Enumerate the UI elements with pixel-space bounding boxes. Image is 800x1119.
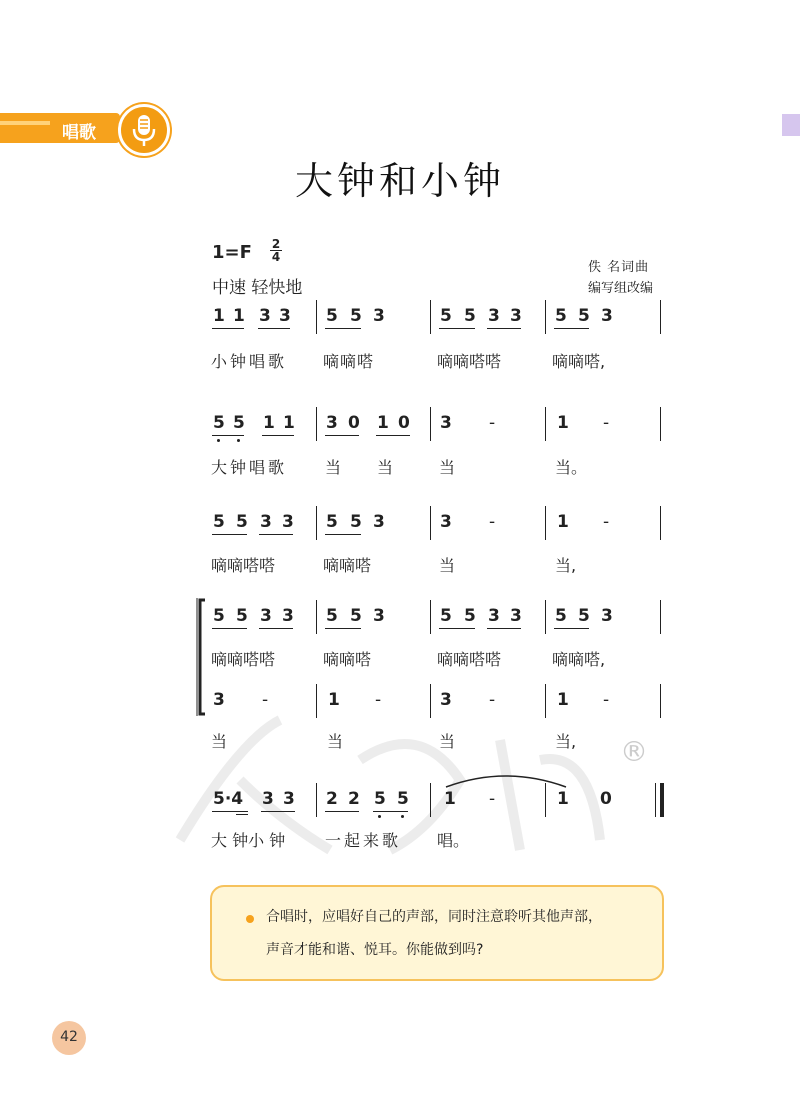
dash: -: [375, 690, 382, 710]
note: 1: [263, 413, 275, 433]
underline: [259, 628, 293, 629]
low-octave-dot: [378, 815, 381, 818]
note: 3: [488, 306, 500, 326]
note: 5: [350, 306, 362, 326]
meter-top: 2: [271, 237, 281, 251]
meter-bottom: 4: [271, 250, 281, 264]
note: 5: [578, 606, 590, 626]
note: 0: [348, 413, 360, 433]
note: 3: [601, 306, 613, 326]
underline: [487, 628, 521, 629]
note: 2: [326, 789, 338, 809]
underline: [554, 328, 589, 329]
note: 5: [213, 512, 225, 532]
note: 3: [282, 512, 294, 532]
underline: [262, 435, 294, 436]
barline: [545, 300, 546, 334]
underline: [212, 328, 244, 329]
note: 5: [440, 306, 452, 326]
key-signature: 1=F: [212, 242, 252, 263]
underline: [325, 534, 361, 535]
note: 1: [557, 789, 569, 809]
note: 5: [236, 606, 248, 626]
tab-stripe: [0, 121, 50, 125]
note: 3: [259, 306, 271, 326]
note: 5: [555, 306, 567, 326]
lyric: 嘀嘀嗒嗒: [437, 352, 502, 371]
barline: [316, 600, 317, 634]
lyric: 嘀嘀嗒,: [552, 650, 606, 669]
dash: -: [603, 690, 610, 710]
note: 5: [374, 789, 386, 809]
lyric: 当,: [555, 732, 577, 751]
song-title: 大钟和小钟: [294, 159, 505, 203]
underline: [325, 328, 361, 329]
note: 3: [283, 789, 295, 809]
barline: [660, 506, 661, 540]
underline: [554, 628, 589, 629]
barline: [660, 684, 661, 718]
final-barline-thin: [655, 783, 656, 817]
note: 3: [279, 306, 291, 326]
lyric: 当: [327, 732, 344, 751]
tip-line-1: 合唱时，应唱好自己的声部，同时注意聆听其他声部，: [266, 909, 602, 925]
note: 5·4: [213, 789, 244, 809]
tempo-marking: 中速 轻快地: [212, 278, 303, 298]
note: 5: [578, 306, 590, 326]
barline: [430, 600, 431, 634]
page-number: 42: [60, 1029, 78, 1045]
lyric: 当: [377, 458, 394, 477]
low-octave-dot: [217, 439, 220, 442]
note: 5: [236, 512, 248, 532]
low-octave-dot: [237, 439, 240, 442]
note: 5: [213, 606, 225, 626]
underline: [373, 811, 408, 812]
note: 5: [464, 606, 476, 626]
note: 1: [377, 413, 389, 433]
note: 3: [601, 606, 613, 626]
note: 5: [326, 512, 338, 532]
dash: -: [489, 789, 496, 809]
time-signature: [270, 238, 282, 263]
note: 3: [213, 690, 225, 710]
underline: [487, 328, 521, 329]
lyric: 小钟唱歌: [211, 352, 288, 371]
note: 5: [350, 512, 362, 532]
barline: [430, 684, 431, 718]
note: 0: [600, 789, 612, 809]
part-bracket: [196, 598, 208, 718]
tie-arc: [444, 773, 568, 789]
note: 1: [557, 413, 569, 433]
note: 3: [373, 512, 385, 532]
lyric: 当。: [555, 458, 588, 477]
lyric: 唱。: [437, 831, 470, 850]
note: 0: [398, 413, 410, 433]
barline: [545, 600, 546, 634]
lyric: 嘀嘀嗒: [323, 556, 372, 575]
barline: [545, 407, 546, 441]
note: 5: [555, 606, 567, 626]
dash: -: [489, 512, 496, 532]
note: 5: [326, 606, 338, 626]
underline: [212, 811, 248, 812]
note: 3: [326, 413, 338, 433]
note: 5: [440, 606, 452, 626]
barline: [660, 407, 661, 441]
lyric: 当: [439, 458, 456, 477]
note: 1: [444, 789, 456, 809]
note: 1: [213, 306, 225, 326]
note: 5: [233, 413, 245, 433]
bullet-icon: [246, 915, 254, 923]
lyric: 嘀嘀嗒,: [552, 352, 606, 371]
underline: [212, 628, 247, 629]
note: 3: [373, 306, 385, 326]
barline: [316, 300, 317, 334]
note: 3: [440, 413, 452, 433]
barline: [430, 506, 431, 540]
final-barline-thick: [660, 783, 664, 817]
barline: [545, 684, 546, 718]
note: 3: [440, 512, 452, 532]
dash: -: [489, 413, 496, 433]
page-edge-tab: [782, 114, 800, 136]
barline: [430, 783, 431, 817]
lyric: 当: [439, 732, 456, 751]
note: 1: [557, 512, 569, 532]
barline: [316, 407, 317, 441]
note: 3: [510, 606, 522, 626]
barline: [316, 684, 317, 718]
note: 3: [373, 606, 385, 626]
barline: [545, 506, 546, 540]
dash: -: [262, 690, 269, 710]
underline: [236, 814, 248, 815]
arrangement-credit: 编写组改编: [588, 281, 654, 296]
note: 5: [397, 789, 409, 809]
note: 5: [326, 306, 338, 326]
barline: [316, 783, 317, 817]
lyric: 当: [325, 458, 342, 477]
barline: [660, 300, 661, 334]
underline: [258, 328, 290, 329]
note: 3: [440, 690, 452, 710]
dash: -: [489, 690, 496, 710]
lyric: 大钟唱歌: [211, 458, 288, 477]
underline: [325, 435, 359, 436]
note: 3: [488, 606, 500, 626]
note: 3: [262, 789, 274, 809]
note: 5: [350, 606, 362, 626]
note: 3: [282, 606, 294, 626]
microphone-icon: [118, 104, 170, 156]
lyric: 嘀嘀嗒嗒: [211, 556, 276, 575]
lyric: 当: [211, 732, 228, 751]
underline: [439, 628, 475, 629]
lyric: 嘀嘀嗒嗒: [437, 650, 502, 669]
dash: -: [603, 413, 610, 433]
tip-box: [210, 885, 664, 981]
underline: [325, 628, 361, 629]
underline: [376, 435, 410, 436]
lyric: 当: [439, 556, 456, 575]
underline: [212, 534, 247, 535]
note: 1: [328, 690, 340, 710]
dash: -: [603, 512, 610, 532]
tip-line-2: 声音才能和谐、悦耳。你能做到吗?: [266, 942, 484, 958]
lyrics-credit: 佚 名词曲: [588, 260, 650, 275]
note: 1: [283, 413, 295, 433]
barline: [430, 407, 431, 441]
barline: [545, 783, 546, 817]
underline: [325, 811, 359, 812]
underline: [259, 534, 293, 535]
registered-mark: ®: [620, 735, 648, 768]
underline: [439, 328, 475, 329]
lyric: 一起来歌: [325, 831, 402, 850]
lyric: 大 钟小 钟: [211, 831, 286, 850]
note: 1: [233, 306, 245, 326]
note: 5: [464, 306, 476, 326]
barline: [430, 300, 431, 334]
lyric: 嘀嘀嗒嗒: [211, 650, 276, 669]
underline: [212, 435, 244, 436]
barline: [316, 506, 317, 540]
note: 2: [348, 789, 360, 809]
lyric: 当,: [555, 556, 577, 575]
barline: [660, 600, 661, 634]
lyric: 嘀嘀嗒: [323, 352, 375, 371]
note: 3: [260, 512, 272, 532]
note: 3: [510, 306, 522, 326]
note: 5: [213, 413, 225, 433]
note: 3: [260, 606, 272, 626]
section-tab-label: 唱歌: [62, 123, 96, 143]
section-tab: [0, 113, 120, 143]
lyric: 嘀嘀嗒: [323, 650, 372, 669]
underline: [261, 811, 295, 812]
note: 1: [557, 690, 569, 710]
low-octave-dot: [401, 815, 404, 818]
